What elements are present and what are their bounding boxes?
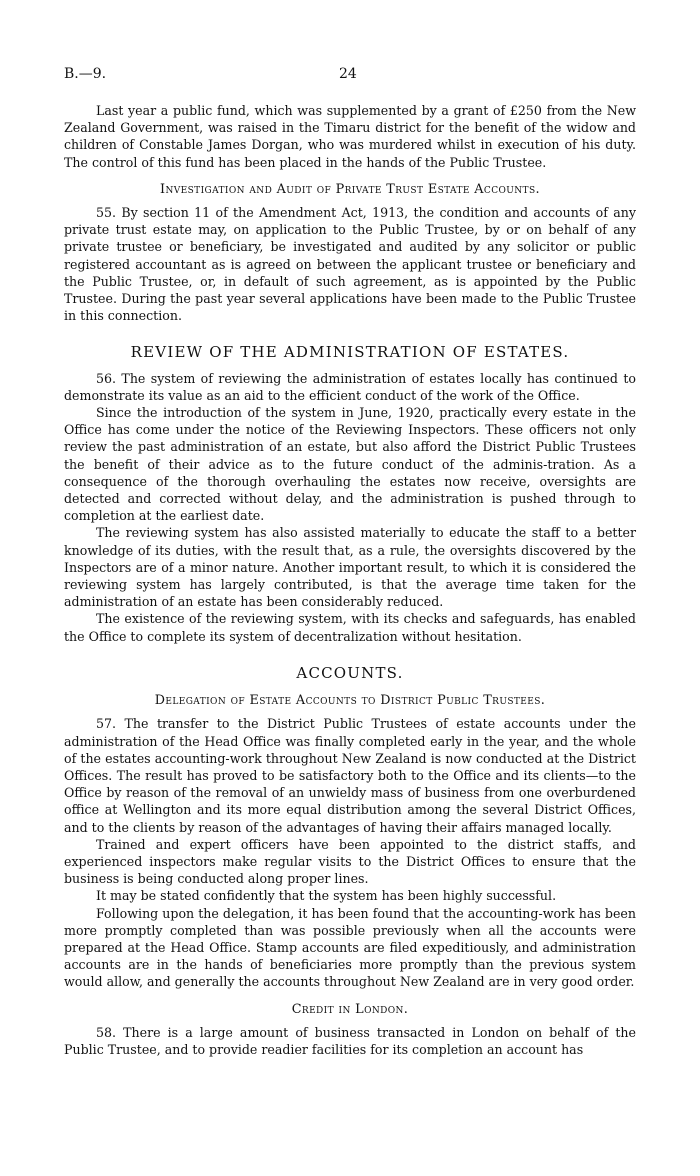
section-heading-credit: Credit in London. bbox=[291, 1001, 409, 1017]
document-body bbox=[64, 102, 636, 1058]
document-reference: B.—9. bbox=[64, 66, 107, 82]
paragraph-57d: Following upon the delegation, it has been found that the accounting-work has been more promptly completed than was possible previously when all the accounts were prepared at the Head Office. Stamp accounts are filed expeditiously, and administration accounts are in the hands of beneficiaries more promptly than the previous system would allow, and generally the accounts throughout New Zealand are in very good order. bbox=[64, 905, 636, 990]
paragraph-56d: The existence of the reviewing system, with its checks and safeguards, has enabled the Office to complete its system of decentralization without hesitation. bbox=[64, 611, 636, 644]
paragraph-intro: Last year a public fund, which was supplemented by a grant of £250 from the New Zealand Government, was raised in the Timaru district for the benefit of the widow and children of Constable James Dorgan, who was murdered whilst in execution of his duty. The control of this fund has been placed in the hands of the Public Trustee. bbox=[64, 103, 636, 170]
paragraph-56: 56. The system of reviewing the administration of estates locally has continued to demonstrate its value as an aid to the efficient conduct of the work of the Office. bbox=[64, 370, 636, 403]
paragraph-57c: It may be stated confidently that the system has been highly successful. bbox=[96, 888, 557, 904]
page-number: 24 bbox=[339, 66, 357, 82]
section-heading-accounts: ACCOUNTS. bbox=[296, 663, 404, 682]
section-heading-delegation: Delegation of Estate Accounts to District Public Trustees. bbox=[154, 693, 546, 709]
paragraph-57: 57. The transfer to the District Public Trustees of estate accounts under the administration of the Head Office was finally completed early in the year, and the whole of the estates accounting-work throughout New Zealand is now conducted at the District Offices. The result has proved to be satisfactory both to the Office and its clients—to the Office by reason of the removal of an unwieldy mass of business from one overburdened office at Wellington and its more equal distribution among the several District Offices, and to the clients by reason of the advantages of having their affairs managed locally. bbox=[64, 716, 636, 835]
page-header bbox=[64, 66, 636, 84]
section-heading-investigation: Investigation and Audit of Private Trust Estate Accounts. bbox=[160, 181, 540, 197]
paragraph-57b: Trained and expert officers have been appointed to the district staffs, and experienced inspectors make regular visits to the District Offices to ensure that the business is being conducted along proper lines. bbox=[64, 836, 636, 887]
paragraph-58: 58. There is a large amount of business transacted in London on behalf of the Public Trustee, and to provide readier facilities for its completion an account has bbox=[64, 1024, 636, 1057]
paragraph-55: 55. By section 11 of the Amendment Act, 1913, the condition and accounts of any private trust estate may, on application to the Public Trustee, by or on behalf of any private trustee or beneficiary, be investigated and audited by any solicitor or public registered accountant as is agreed on between the applicant trustee or beneficiary and the Public Trustee, or, in default of such agreement, as is appointed by the Public Trustee. During the past year several applications have been made to the Public Trustee in this connection. bbox=[64, 205, 636, 324]
section-heading-review: REVIEW OF THE ADMINISTRATION OF ESTATES. bbox=[130, 343, 570, 362]
paragraph-56b: Since the introduction of the system in June, 1920, practically every estate in the Office has come under the notice of the Reviewing Inspectors. These officers not only review the past administration of an estate, but also afford the District Public Trustees the benefit of their advice as to the future conduct of the adminis-tration. As a consequence of the thorough overhauling the estates now receive, oversights are detected and corrected without delay, and the administration is pushed through to completion at the earliest date. bbox=[64, 405, 636, 524]
paragraph-56c: The reviewing system has also assisted materially to educate the staff to a better knowledge of its duties, with the result that, as a rule, the oversights discovered by the Inspectors are of a minor nature. Another important result, to which it is considered the reviewing system has largely contributed, is that the average time taken for the administration of an estate has been considerably reduced. bbox=[64, 525, 636, 610]
